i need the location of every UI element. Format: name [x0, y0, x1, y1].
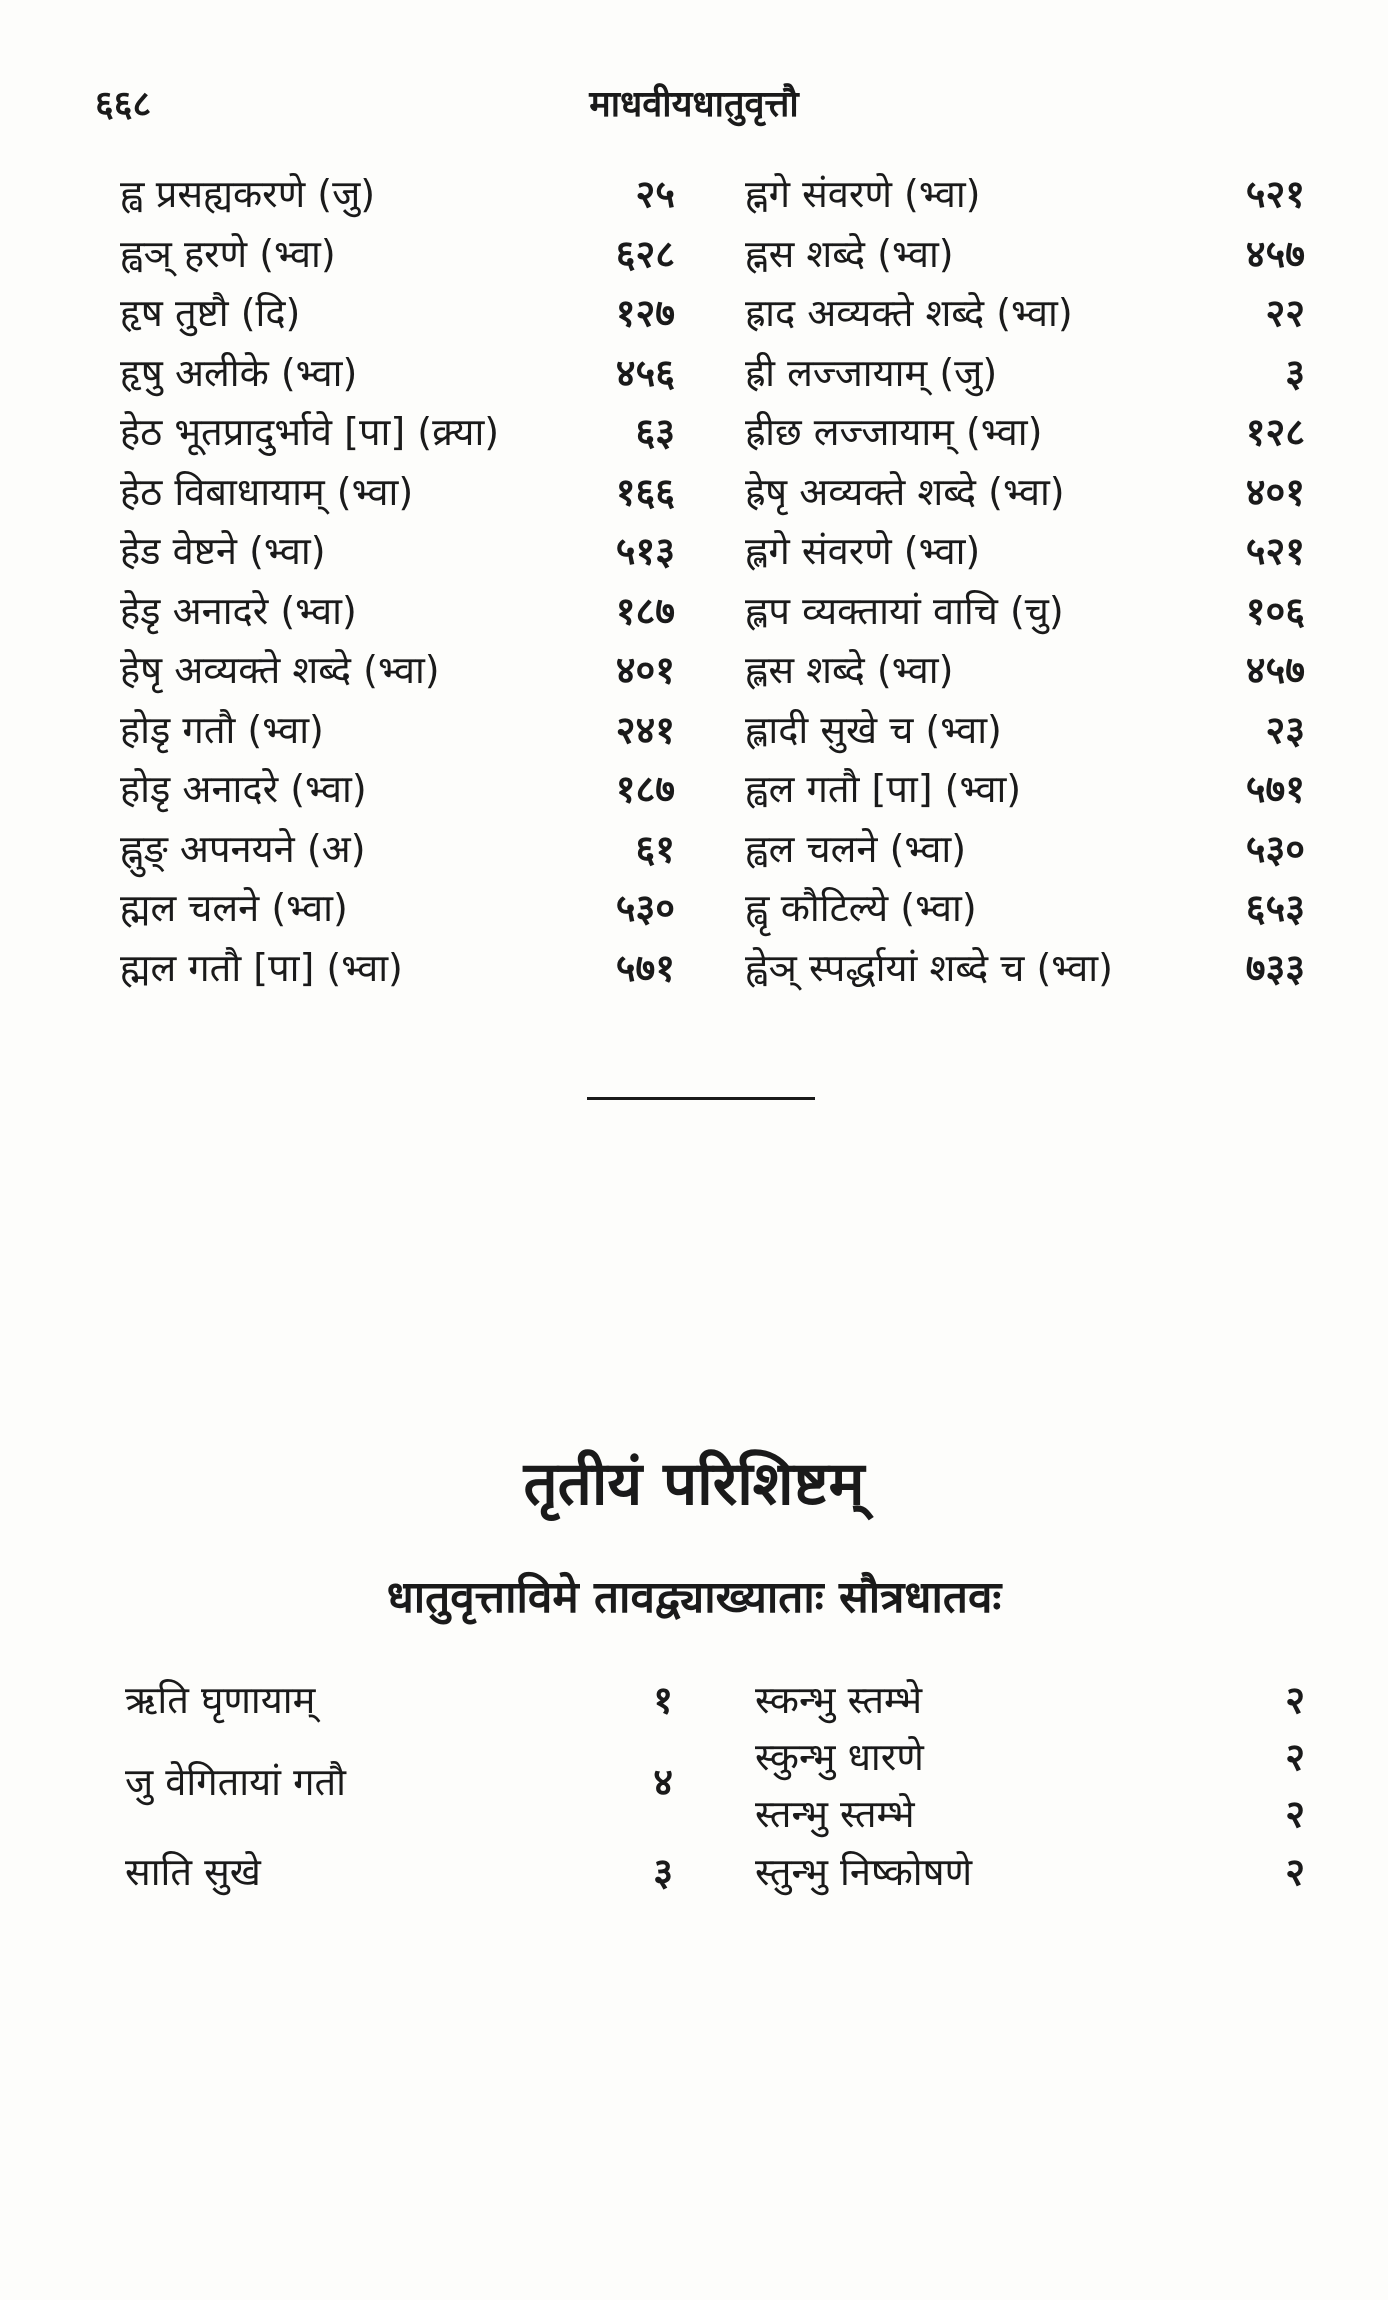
index-entry [745, 939, 1305, 999]
entry-term: ह्मल गतौ [पा] (भ्वा) [120, 945, 403, 990]
index-entry [120, 582, 675, 642]
entry-page: ७३३ [1245, 945, 1305, 990]
page-number: ६६८ [95, 84, 152, 125]
index-column-right [745, 165, 1305, 998]
list-item [755, 1727, 1305, 1787]
index-entry [120, 165, 675, 225]
list-item [125, 1752, 673, 1812]
list-item [755, 1670, 1305, 1730]
entry-term: हृष तुष्टौ (दि) [120, 291, 301, 335]
index-entry [745, 403, 1305, 463]
entry-page: १०६ [1245, 588, 1305, 633]
index-entry [120, 344, 675, 404]
entry-page: २ [1285, 1850, 1305, 1894]
entry-term: ह्मल चलने (भ्वा) [120, 886, 348, 930]
index-entry [120, 225, 675, 285]
entry-page: ४५६ [615, 350, 675, 395]
entry-page: २५ [635, 172, 675, 216]
entry-page: ५२१ [1245, 172, 1305, 216]
entry-term: ह्वृ कौटिल्ये (भ्वा) [745, 886, 977, 930]
index-entry [745, 641, 1305, 701]
entry-term: होडृ गतौ (भ्वा) [120, 707, 324, 752]
list-item [755, 1784, 1305, 1844]
list-item [755, 1842, 1305, 1902]
entry-page: ५३० [615, 886, 675, 930]
entry-term: ह्नगे संवरणे (भ्वा) [745, 172, 981, 216]
index-entry [745, 284, 1305, 344]
entry-page: १६६ [615, 469, 675, 514]
index-column-left [120, 165, 675, 998]
index-entry [120, 284, 675, 344]
index-entry [120, 939, 675, 999]
entry-term: ऋति घृणायाम् [125, 1678, 316, 1722]
list-item [125, 1842, 673, 1902]
entry-term: ह्वेञ् स्पर्द्धायां शब्दे च (भ्वा) [745, 945, 1113, 990]
entry-page: १२८ [1245, 410, 1305, 454]
entry-term: ह्लगे संवरणे (भ्वा) [745, 529, 981, 573]
entry-page: ५३० [1245, 826, 1305, 871]
index-entry [120, 879, 675, 939]
index-entry [745, 760, 1305, 820]
entry-page: ६५३ [1245, 886, 1305, 930]
entry-term: ह्री लज्जायाम् (जु) [745, 350, 998, 395]
index-entry [745, 225, 1305, 285]
entry-term: स्कन्भु स्तम्भे [755, 1678, 923, 1722]
entry-page: ५१३ [615, 529, 675, 573]
entry-page: २ [1285, 1792, 1305, 1836]
entry-term: हृषु अलीके (भ्वा) [120, 350, 358, 395]
entry-page: २ [1285, 1678, 1305, 1722]
index-entry [745, 463, 1305, 523]
entry-term: स्कुन्भु धारणे [755, 1735, 924, 1779]
index-entry [745, 820, 1305, 880]
entry-page: ६१ [635, 826, 675, 871]
entry-term: ह्लप व्यक्तायां वाचि (चु) [745, 588, 1064, 633]
entry-term: ह्नस शब्दे (भ्वा) [745, 231, 954, 276]
index-entry [745, 701, 1305, 761]
entry-term: स्तन्भु स्तम्भे [755, 1792, 915, 1836]
entry-page: ५७१ [615, 945, 675, 990]
index-entry [120, 463, 675, 523]
index-entry [120, 522, 675, 582]
entry-page: १ [653, 1678, 673, 1722]
entry-term: हेषृ अव्यक्ते शब्दे (भ्वा) [120, 648, 440, 692]
entry-page: २४१ [615, 707, 675, 752]
entry-term: हेडृ अनादरे (भ्वा) [120, 588, 357, 633]
entry-term: ह्वल गतौ [पा] (भ्वा) [745, 767, 1022, 811]
section-divider [587, 1097, 815, 1100]
index-entry [745, 522, 1305, 582]
entry-page: ४०१ [615, 648, 675, 692]
entry-term: ह्नुङ् अपनयने (अ) [120, 826, 366, 871]
index-entry [120, 820, 675, 880]
entry-term: ह्व प्रसह्यकरणे (जु) [120, 172, 376, 216]
index-entry [120, 760, 675, 820]
entry-term: साति सुखे [125, 1850, 261, 1894]
entry-page: ६२८ [615, 231, 675, 276]
entry-term: हेड वेष्टने (भ्वा) [120, 529, 326, 573]
index-entry [120, 403, 675, 463]
running-title: माधवीयधातुवृत्तौ [589, 84, 799, 125]
entry-page: २३ [1265, 707, 1305, 752]
entry-page: ५७१ [1245, 767, 1305, 811]
entry-term: जु वेगितायां गतौ [125, 1760, 346, 1804]
entry-term: ह्लादी सुखे च (भ्वा) [745, 707, 1002, 752]
index-entry [120, 701, 675, 761]
list-item [125, 1670, 673, 1730]
entry-term: ह्राद अव्यक्ते शब्दे (भ्वा) [745, 291, 1073, 335]
entry-page: १८७ [615, 588, 675, 633]
entry-term: ह्वञ् हरणे (भ्वा) [120, 231, 336, 276]
entry-page: ४ [653, 1760, 673, 1804]
entry-page: २२ [1265, 291, 1305, 335]
index-entry [745, 879, 1305, 939]
entry-term: हेठ विबाधायाम् (भ्वा) [120, 469, 414, 514]
entry-page: ३ [653, 1850, 673, 1894]
entry-page: ६३ [635, 410, 675, 454]
entry-page: ४५७ [1245, 231, 1305, 276]
entry-page: १८७ [615, 767, 675, 811]
entry-term: स्तुन्भु निष्कोषणे [755, 1850, 973, 1894]
entry-page: ४५७ [1245, 648, 1305, 692]
entry-page: ३ [1285, 350, 1305, 395]
index-entry [745, 344, 1305, 404]
entry-page: १२७ [615, 291, 675, 335]
entry-page: ५२१ [1245, 529, 1305, 573]
index-entry [745, 165, 1305, 225]
page-header [0, 70, 1388, 130]
index-entry [120, 641, 675, 701]
entry-term: हेठ भूतप्रादुर्भावे [पा] (क्र्या) [120, 410, 500, 454]
entry-page: ४०१ [1245, 469, 1305, 514]
entry-term: होडृ अनादरे (भ्वा) [120, 767, 367, 811]
index-entry [745, 582, 1305, 642]
entry-term: ह्रीछ लज्जायाम् (भ्वा) [745, 410, 1043, 454]
appendix-subtitle: धातुवृत्ताविमे तावद्व्याख्याताः सौत्रधातवः [386, 1572, 1002, 1623]
entry-page: २ [1285, 1735, 1305, 1779]
entry-term: ह्वल चलने (भ्वा) [745, 826, 967, 871]
entry-term: ह्रेषृ अव्यक्ते शब्दे (भ्वा) [745, 469, 1065, 514]
appendix-title: तृतीयं परिशिष्टम् [523, 1449, 865, 1519]
entry-term: ह्लस शब्दे (भ्वा) [745, 648, 954, 692]
